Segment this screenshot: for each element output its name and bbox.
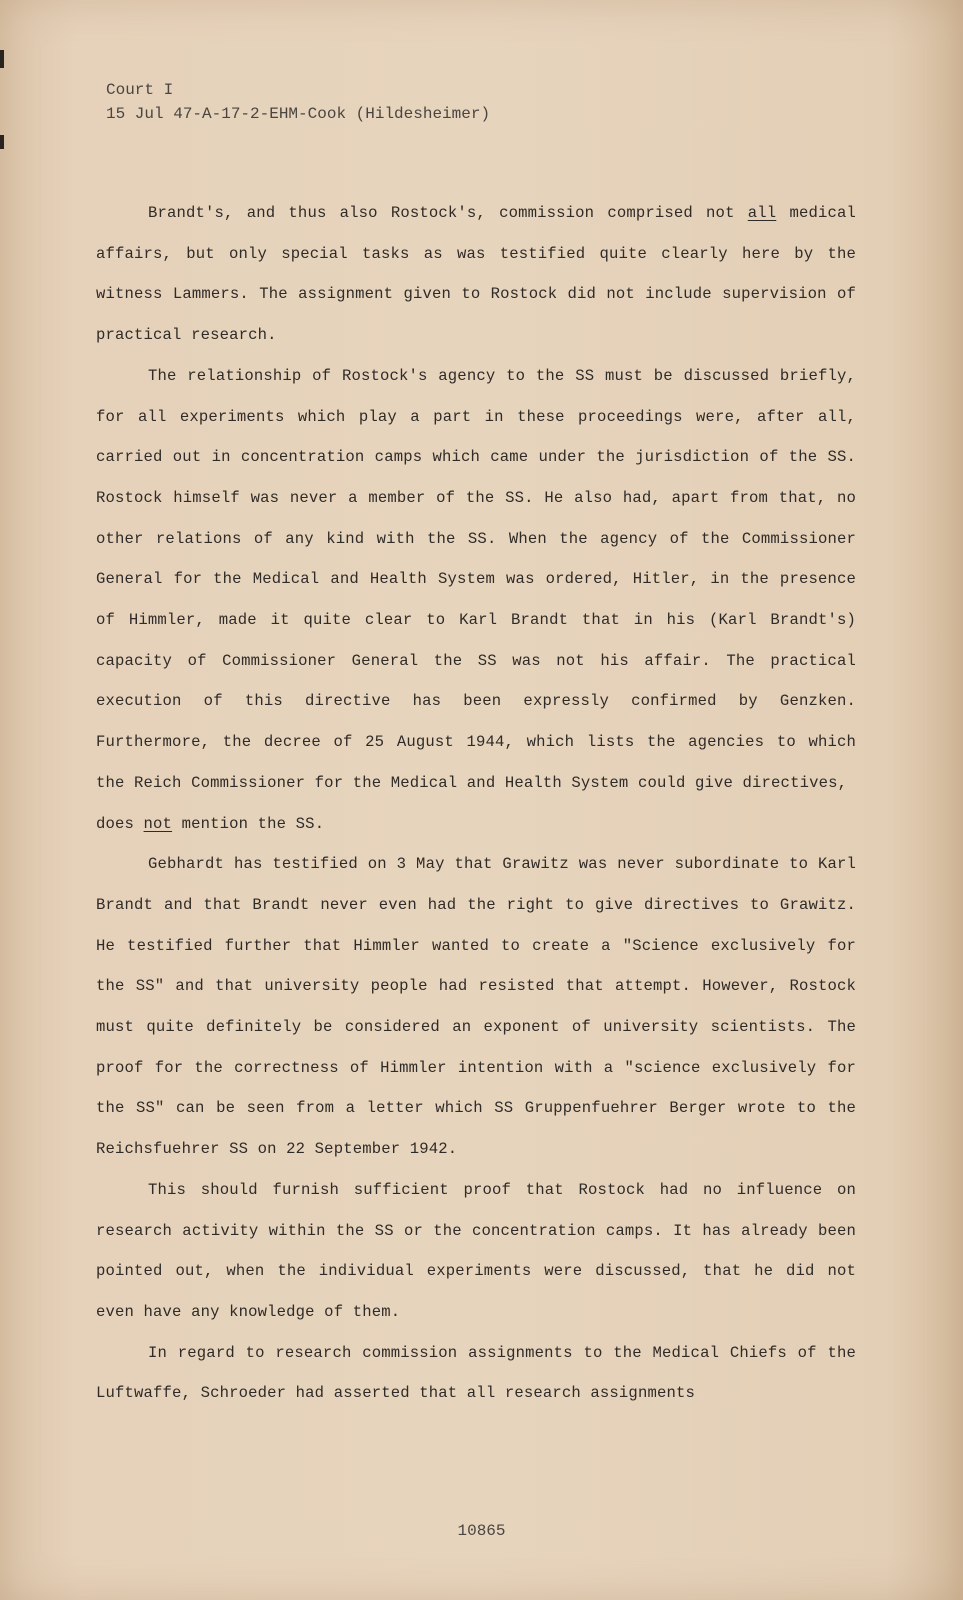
- paragraph: In regard to research commission assignments to the Medical Chiefs of the Luftwaffe, Schroeder had asserted that all research assignments: [96, 1343, 856, 1403]
- paragraph: The relationship of Rostock's agency to the SS must be discussed briefly, for all experiments which play a part in these proceedings were, after all, carried out in concentration camps which came under the jurisdiction of the SS. Rostock himself was never a member of the SS. He also had, apart from that, no other relations of any kind with the SS. When the agency of the Commissioner General for the Medical and Health System was ordered, Hitler, in the presence of Himmler, made it quite clear to Karl Brandt that in his (Karl Brandt's) capacity of Commissioner General the SS was not his affair. The practical execution of this directive has been expressly confirmed by Genzken. Furthermore, the decree of 25 August 1944, which lists the agencies to which the Reich Commissioner for the Medical and Health System could give directives,: [96, 366, 856, 792]
- document-header: [106, 78, 490, 126]
- paragraph: This should furnish sufficient proof that Rostock had no influence on research activity within the SS or the concentration camps. It has already been pointed out, when the individual experiments were discussed, that he did not even have any knowledge of them.: [96, 1180, 856, 1321]
- binding-mark: [0, 50, 4, 68]
- paragraph: Brandt's, and thus also Rostock's, commission comprised not all medical affairs, but only special tasks as was testified quite clearly here by the witness Lammers. The assignment given to Rostock did not include supervision of practical research.: [96, 204, 857, 345]
- document-body: [96, 193, 856, 1414]
- paragraph: Gebhardt has testified on 3 May that Grawitz was never subordinate to Karl Brandt and that Brandt never even had the right to give directives to Grawitz. He testified further that Himmler wanted to create a "Science exclusively for the SS" and that university people had resisted that attempt. However, Rostock must quite definitely be considered an exponent of university scientists. The proof for the correctness of Himmler intention with a "science exclusively for the SS" can be seen from a letter which SS Gruppenfuehrer Berger wrote to the Reichsfuehrer SS on 22 September 1942.: [96, 855, 856, 1159]
- paragraph-continuation: does not mention the SS.: [96, 814, 325, 833]
- reference-line: 15 Jul 47-A-17-2-EHM-Cook (Hildesheimer): [106, 105, 491, 123]
- court-label: Court I: [106, 81, 174, 99]
- page-number: 10865: [457, 1522, 506, 1540]
- underlined-word: not: [143, 814, 173, 833]
- binding-mark: [0, 135, 4, 149]
- underlined-word: all: [747, 204, 777, 222]
